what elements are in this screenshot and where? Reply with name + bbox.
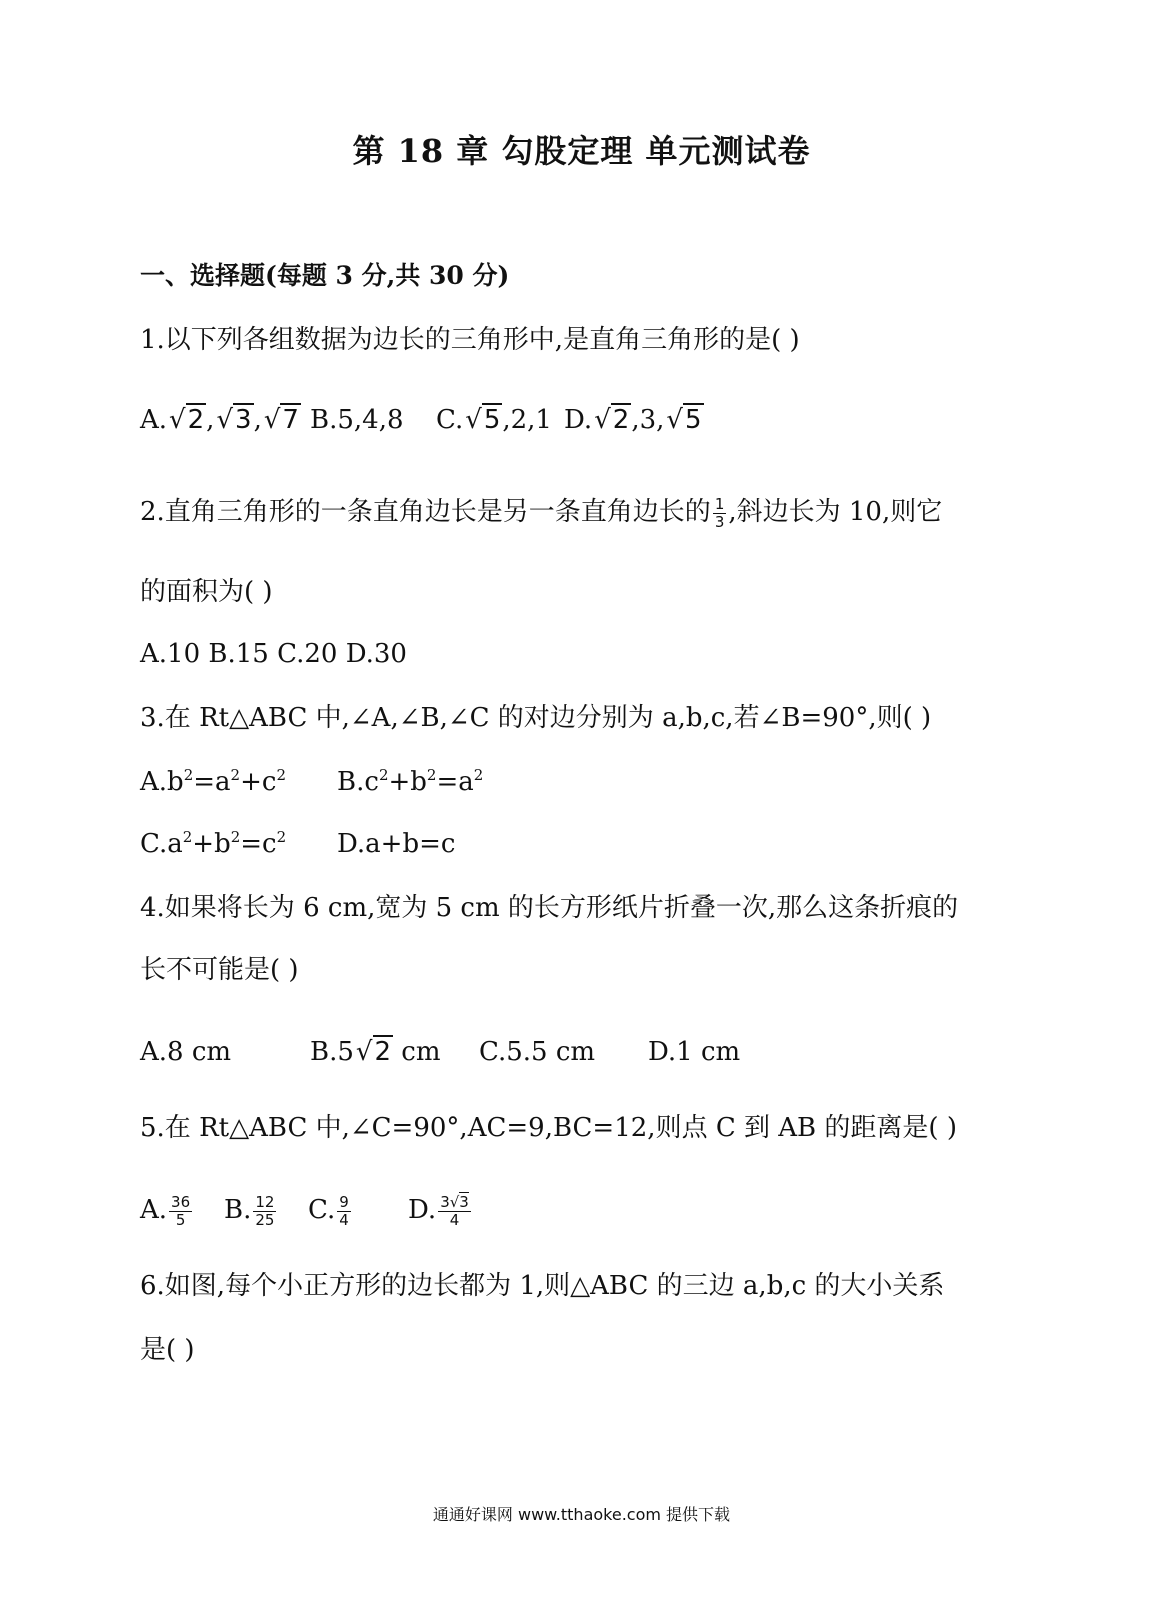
q3-option-c: $C.a^2+b^2=c^2$ bbox=[140, 828, 287, 859]
q3-option-a: $A.b^2=a^2+c^2$ bbox=[140, 766, 286, 797]
q5-option-a: A. $\frac{36}{5}$ bbox=[140, 1192, 191, 1229]
question-1-stem: 1.以下列各组数据为边长的三角形中,是直角三角形的是( ) bbox=[140, 325, 800, 355]
question-2-stem-cont: 的面积为( ) bbox=[140, 577, 273, 607]
question-6-stem-cont: 是( ) bbox=[140, 1335, 195, 1365]
question-2-options: A.10 B.15 C.20 D.30 bbox=[140, 639, 407, 669]
q4-option-d: D.1 cm bbox=[648, 1037, 741, 1067]
q5-option-b: B. $\frac{12}{25}$ bbox=[224, 1192, 275, 1229]
q4-option-c: C.5.5 cm bbox=[479, 1037, 596, 1067]
q5-option-c: C. $\frac{9}{4}$ bbox=[308, 1192, 349, 1229]
footer-watermark: 通通好课网 www.tthaoke.com 提供下载 bbox=[432, 1505, 731, 1524]
question-3-stem: 3.在 Rt△ABC 中,∠A,∠B,∠C 的对边分别为 a,b,c,若∠B=90°,则( ) bbox=[140, 703, 932, 733]
q1-option-b: B.5,4,8 bbox=[310, 405, 404, 435]
q1-option-d: D.√2,3,√5 bbox=[564, 405, 702, 435]
question-2-stem: 2.直角三角形的一条直角边长是另一条直角边长的 $\frac{1}{3}$ ,斜边长为 10,则它 bbox=[140, 494, 943, 531]
section-heading: 一、选择题(每题 3 分,共 30 分) bbox=[140, 261, 510, 290]
q4-option-b: B.5√2 cm bbox=[310, 1037, 441, 1067]
q1-option-a: A.√2,√3,√7 bbox=[140, 405, 299, 435]
q3-option-b: $B.c^2+b^2=a^2$ bbox=[337, 766, 484, 797]
question-4-stem-cont: 长不可能是( ) bbox=[140, 955, 299, 985]
question-6-stem: 6.如图,每个小正方形的边长都为 1,则△ABC 的三边 a,b,c 的大小关系 bbox=[140, 1271, 945, 1301]
fraction: $\frac{1}{3}$ bbox=[714, 494, 725, 531]
question-5-stem: 5.在 Rt△ABC 中,∠C=90°,AC=9,BC=12,则点 C 到 AB 的距离是( ) bbox=[140, 1113, 957, 1143]
q3-option-d: D.a+b=c bbox=[337, 829, 456, 859]
q4-option-a: A.8 cm bbox=[140, 1037, 232, 1067]
q1-option-c: C.√5,2,1 bbox=[436, 405, 552, 435]
page-title: 第 18 章 勾股定理 单元测试卷 bbox=[352, 132, 811, 170]
q5-option-d: D. $\frac{3√3}{4}$ bbox=[408, 1192, 469, 1229]
question-4-stem: 4.如果将长为 6 cm,宽为 5 cm 的长方形纸片折叠一次,那么这条折痕的 bbox=[140, 893, 959, 923]
